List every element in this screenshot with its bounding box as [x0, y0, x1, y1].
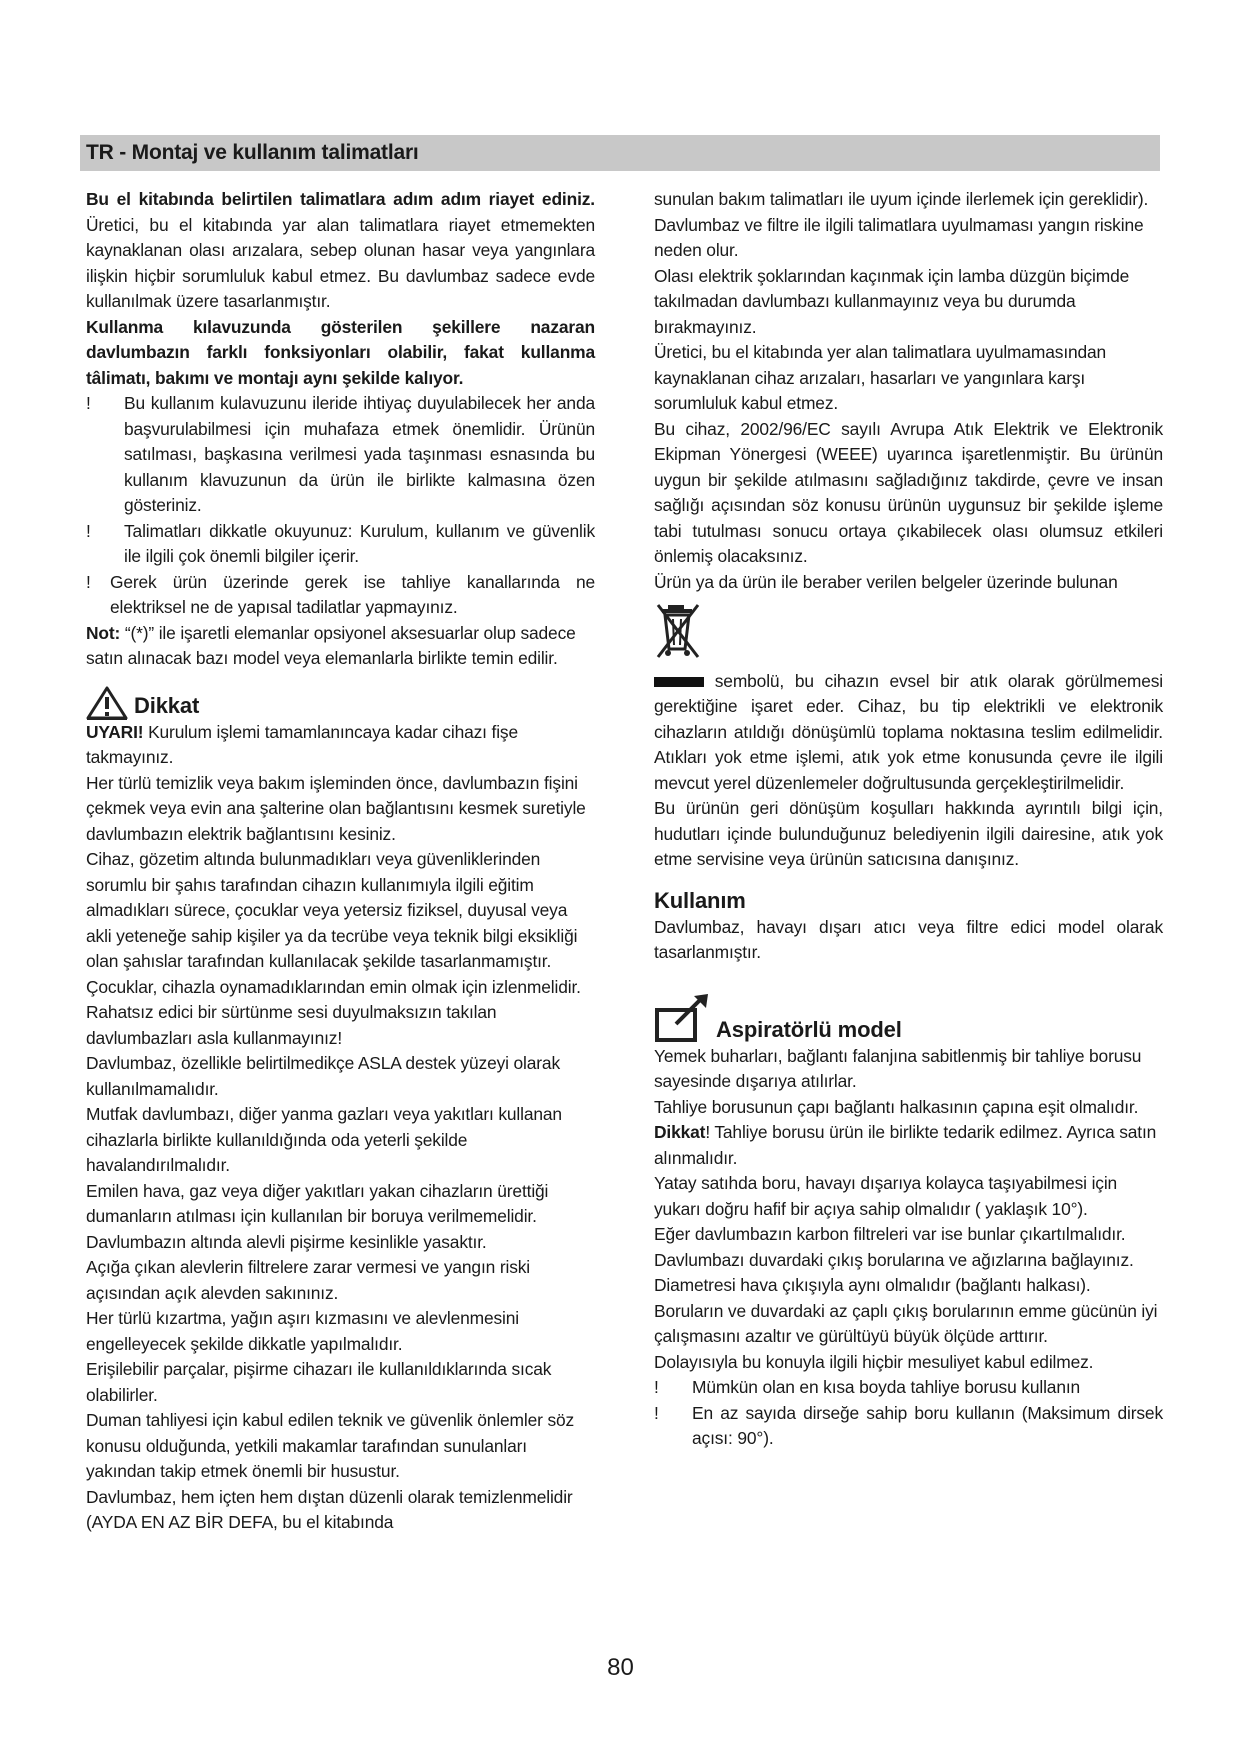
- bullet-text: Bu kullanım kulavuzunu ileride ihtiyaç duyulabilecek her anda başvurulabilmesi için muhafaza etmek önemlidir. Ürünün satılması, başkasına verilmesi yada taşınması esnasında bu kullanım klavuzunun da ürün ile birlikte kalmasına özen gösteriniz.: [124, 393, 595, 515]
- list-item: [654, 1401, 1163, 1452]
- uyari-paragraph: [86, 720, 595, 771]
- bullet-text: Talimatları dikkatle okuyunuz: Kurulum, kullanım ve güvenlik ile ilgili çok önemli bilgiler içerir.: [124, 520, 595, 566]
- paragraph: Her türlü kızartma, yağın aşırı kızmasını ve alevlenmesini engelleyecek şekilde dikkatle yapılmalıdır.: [86, 1308, 519, 1354]
- note-text: “(*)” ile işaretli elemanlar opsiyonel aksesuarlar olup sadece satın alınacak bazı model veya elemanlarla birlikte temin edilir.: [86, 622, 576, 668]
- paragraph: Açığa çıkan alevlerin filtrelere zarar vermesi ve yangın riski açısından açık alevden sakınınız.: [86, 1257, 530, 1303]
- exclamation-bullet: !: [654, 1377, 659, 1397]
- warning-triangle-icon: [86, 686, 128, 720]
- exclamation-bullet: !: [86, 520, 91, 541]
- paragraph: Davlumbaz ve filtre ile ilgili talimatlara uyulmaması yangın riskine neden olur.: [654, 214, 1144, 260]
- kullanim-text: Davlumbaz, havayı dışarı atıcı veya filtre edici model olarak tasarlanmıştır.: [654, 916, 1163, 962]
- crossed-bin-icon: [654, 601, 710, 661]
- bullet-text: En az sayıda dirseğe sahip boru kullanın (Maksimum dirsek açısı: 90°).: [692, 1402, 1163, 1448]
- paragraph: Eğer davlumbazın karbon filtreleri var ise bunlar çıkartılmalıdır.: [654, 1224, 1126, 1244]
- aspirator-title: Aspiratörlü model: [716, 1016, 902, 1042]
- dikkat-title: Dikkat: [134, 692, 200, 718]
- paragraph: Mutfak davlumbazı, diğer yanma gazları veya yakıtları kullanan cihazlarla birlikte kullanıldığında oda yeterli şekilde havalandırılmalıdır.: [86, 1104, 562, 1175]
- list-item: [86, 519, 595, 570]
- paragraph: Davlumbazın altında alevli pişirme kesinlikle yasaktır.: [86, 1231, 487, 1252]
- aspirator-heading: [654, 994, 1163, 1044]
- paragraph: Yatay satıhda boru, havayı dışarıya kolayca taşıyabilmesi için yukarı doğru hafif bir açıya sahip olmalıdır ( yaklaşık 10°).: [654, 1173, 1118, 1219]
- paragraph: Cihaz, gözetim altında bulunmadıkları veya güvenliklerinden sorumlu bir şahıs tarafından cihazın kullanımıyla ilgili eğitim almadıkları sürece, çocuklar veya yetersiz fiziksel, duyusal veya akli yeteneğe sahip kişiler ya da tecrübe veya teknik bilgi eksikliği olan şahıslar tarafından kullanılacak şekilde tasarlanmamıştır.: [86, 849, 578, 971]
- paragraph: Dolayısıyla bu konuyla ilgili hiçbir mesuliyet kabul edilmez.: [654, 1351, 1094, 1372]
- exclamation-bullet: !: [654, 1402, 659, 1423]
- extraction-hood-icon: [654, 994, 710, 1044]
- intro-paragraph: [86, 187, 595, 315]
- right-column: [654, 187, 1163, 1452]
- paragraph: Bu cihaz, 2002/96/EC sayılı Avrupa Atık Elektrik ve Elektronik Ekipman Yönergesi (WEEE) uyarınca işaretlenmiştir. Bu ürünün uygun bir şekilde atılmasını sağladığınız takdirde, çevre ve insan sağlığı açısından söz konusu ürünün uygunsuz bir şekilde işleme tabi tutulması sonucu ortaya çıkabilecek olası olumsuz etkileri önlemiş olacaksınız.: [654, 418, 1163, 566]
- paragraph: Ürün ya da ürün ile beraber verilen belgeler üzerinde bulunan: [654, 571, 1118, 592]
- page-number: 80: [607, 1654, 634, 1681]
- black-bar-icon: [654, 677, 704, 687]
- paragraph: Çocuklar, cihazla oynamadıklarından emin olmak için izlenmelidir.: [86, 976, 581, 997]
- paragraph: Davlumbaz, özellikle belirtilmedikçe ASLA destek yüzeyi olarak kullanılmamalıdır.: [86, 1053, 560, 1099]
- uyari-text: Kurulum işlemi tamamlanıncaya kadar cihazı fişe takmayınız.: [86, 721, 518, 767]
- kullanim-title: Kullanım: [654, 887, 746, 913]
- intro-rest: Üretici, bu el kitabında yar alan talimatlara riayet etmemekten kaynaklanan olası arızalara, sebep olunan hasar veya yangınlara ilişkin hiçbir sorumluluk kabul etmez. Bu davlumbaz sadece evde kullanılmak üzere tasarlanmıştır.: [86, 214, 595, 311]
- note-paragraph: [86, 621, 595, 672]
- paragraph: Emilen hava, gaz veya diğer yakıtları yakan cihazların ürettiği dumanların atılması için kullanılan bir boruya verilmemelidir.: [86, 1180, 549, 1226]
- bullet-text: Gerek ürün üzerinde gerek ise tahliye kanallarında ne elektriksel ne de yapısal tadilatlar yapmayınız.: [110, 571, 595, 617]
- list-item: [86, 570, 595, 621]
- weee-paragraph: [654, 669, 1163, 797]
- paragraph: Erişilebilir parçalar, pişirme cihazarı ile kullanıldıklarında sıcak olabilirler.: [86, 1359, 552, 1405]
- paragraph: Üretici, bu el kitabında yer alan talimatlara uyulmamasından kaynaklanan cihaz arızaları, hasarları ve yangınlara karşı sorumluluk kabul etmez.: [654, 342, 1107, 413]
- note-label: Not:: [86, 622, 121, 643]
- dikkat2-paragraph: [654, 1120, 1163, 1171]
- bold-paragraph: Kullanma kılavuzunda gösterilen şekillere nazaran davlumbazın farklı fonksiyonları olabilir, fakat kullanma tâlimatı, bakımı ve montajı aynı şekilde kalıyor.: [86, 316, 595, 388]
- exclamation-bullet: !: [86, 571, 91, 592]
- paragraph: Davlumbaz, hem içten hem dıştan düzenli olarak temizlenmelidir (AYDA EN AZ BİR DEFA, bu el kitabında: [86, 1486, 573, 1532]
- paragraph: Yemek buharları, bağlantı falanjına sabitlenmiş bir tahliye borusu sayesinde dışarıya atılırlar.: [654, 1045, 1142, 1091]
- section-title: TR - Montaj ve kullanım talimatları: [86, 141, 419, 164]
- dikkat-heading: [86, 686, 595, 720]
- paragraph: Her türlü temizlik veya bakım işleminden önce, davlumbazın fişini çekmek veya evin ana şalterine olan bağlantısını kesmek suretiyle davlumbazın elektrik bağlantısını kesiniz.: [86, 772, 586, 844]
- intro-bold: Bu el kitabında belirtilen talimatlara adım adım riayet ediniz.: [86, 189, 595, 209]
- dikkat2-label: Dikkat: [654, 1122, 706, 1142]
- weee-block: [654, 601, 1163, 669]
- paragraph: Davlumbazı duvardaki çıkış borularına ve ağızlarına bağlayınız. Diametresi hava çıkışıyla aynı olmalıdır (bağlantı halkası).: [654, 1249, 1134, 1295]
- paragraph: Boruların ve duvardaki az çaplı çıkış borularının emme gücünün iyi çalışmasını azaltır ve gürültüyü büyük ölçüde arttırır.: [654, 1300, 1158, 1346]
- uyari-label: UYARI!: [86, 721, 144, 742]
- list-item: [86, 391, 595, 519]
- paragraph: sunulan bakım talimatları ile uyum içinde ilerlemek için gereklidir).: [654, 189, 1149, 209]
- left-column: [86, 187, 595, 1536]
- paragraph: Rahatsız edici bir sürtünme sesi duyulmaksızın takılan davlumbazları asla kullanmayınız!: [86, 1002, 497, 1048]
- paragraph: Tahliye borusunun çapı bağlantı halkasının çapına eşit olmalıdır.: [654, 1096, 1139, 1117]
- paragraph: Duman tahliyesi için kabul edilen teknik ve güvenlik önlemler söz konusu olduğunda, yetkili makamlar tarafından sunulanları yakından takip etmek önemli bir husustur.: [86, 1410, 575, 1481]
- dikkat2-text: ! Tahliye borusu ürün ile birlikte tedarik edilmez. Ayrıca satın alınmalıdır.: [654, 1122, 1157, 1168]
- list-item: [654, 1375, 1163, 1401]
- recycle-paragraph: Bu ürünün geri dönüşüm koşulları hakkında ayrıntılı bilgi için, hudutları içinde bulunduğunuz belediyenin ilgili dairesine, atık yok etme servisine veya ürünün satıcısına danışınız.: [654, 798, 1163, 869]
- weee-text: sembolü, bu cihazın evsel bir atık olarak görülmemesi gerektiğine işaret eder. Cihaz, bu tip elektrikli ve elektronik cihazların atıldığı dönüşümlü toplama noktasına teslim edilmelidir. Atıkları yok etme işlemi, atık yok etme konusunda çevre ile ilgili mevcut yerel düzenlemeler doğrultusunda gerçekleştirilmelidir.: [654, 670, 1163, 793]
- paragraph: Olası elektrik şoklarından kaçınmak için lamba düzgün biçimde takılmadan davlumbazı kullanmayınız veya bu durumda bırakmayınız.: [654, 265, 1130, 337]
- section-header: [80, 135, 1160, 171]
- exclamation-bullet: !: [86, 393, 91, 413]
- bullet-text: Mümkün olan en kısa boyda tahliye borusu kullanın: [692, 1377, 1081, 1397]
